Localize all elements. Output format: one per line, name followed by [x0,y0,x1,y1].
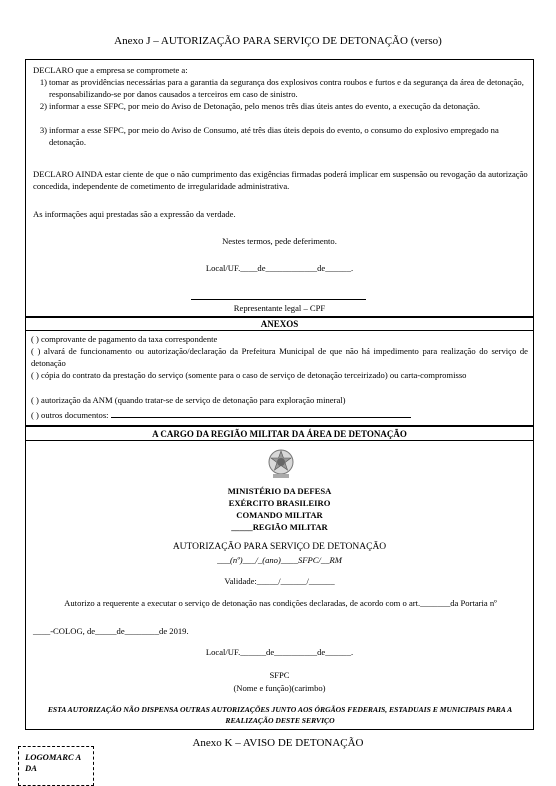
declaration-intro: DECLARO que a empresa se compromete a: [33,65,188,75]
declaration-item [33,76,526,100]
truth-statement: As informações aqui prestadas são a expressão da verdade. [33,209,236,219]
next-annex-title: Anexo K – AVISO DE DETONAÇÃO [192,737,364,749]
annex-checkbox-item[interactable] [31,408,528,421]
annexes-section [25,330,534,426]
annexes-heading: ANEXOS [25,317,534,331]
declaration-item [33,124,526,148]
org-line: MINISTÉRIO DA DEFESA [227,486,332,496]
declaro-ainda-text: DECLARO AINDA estar ciente de que o não cumprimento das exigências firmadas poderá implicar em suspensão ou revogação da autorização concedida, independente de cometimento de irregularidade administrativa. [33,169,528,191]
declaration-item [33,100,526,112]
local-date-line: Local/UF.____de____________de______. [205,263,354,273]
signature-label: Representante legal – CPF [233,303,326,313]
coat-of-arms-icon [267,447,295,481]
org-line: COMANDO MILITAR [236,510,323,520]
annex-checkbox-item[interactable]: ( ) cópia do contrato da prestação do serviço (somente para o caso de serviço de detonação terceirizado) ou carta-compromisso [31,370,467,380]
annex-checkbox-item[interactable]: ( ) alvará de funcionamento ou autorização/declaração da Prefeitura Municipal de que não há impedimento para realização do serviço de detonação [31,346,528,368]
item-text: tomar as providências necessárias para a garantia da segurança dos explosivos contra roubos e furtos e da segurança da área de detonação, responsabilizando-se por danos causados a terceiros em caso de sinistro. [49,77,524,99]
item-number: 1) [39,77,47,87]
logo-placeholder: LOGOMARC A DA [18,746,94,786]
item-number: 2) [39,101,47,111]
authorization-number: ___(nº)___/_(ano)____SFPC/__RM [217,555,342,565]
footnote-warning: ESTA AUTORIZAÇÃO NÃO DISPENSA OUTRAS AUTORIZAÇÕES JUNTO AOS ÓRGÃOS FEDERAIS, ESTADUAIS E MUNICIPAIS PARA A REALIZAÇÃO DESTE SERVIÇO [47,705,513,725]
sfpc-subtitle: (Nome e função)(carimbo) [233,683,326,693]
authorize-text: Autorizo a requerente a executar o serviço de detonação nas condições declaradas, de acordo com o art._______da Portaria nº [64,598,497,608]
rm-local-date-line: Local/UF.______de__________de______. [205,647,354,657]
other-documents-field[interactable] [111,408,411,418]
annex-other-label: ( ) outros documentos: [31,410,109,420]
sfpc-label: SFPC [269,670,290,680]
item-text: informar a esse SFPC, por meio do Aviso de Consumo, até três dias úteis depois do evento, o consumo do explosivo empregado na detonação. [49,125,499,147]
declaration-section [25,59,534,317]
page-title: Anexo J – AUTORIZAÇÃO PARA SERVIÇO DE DETONAÇÃO (verso) [114,35,442,47]
authorization-title: AUTORIZAÇÃO PARA SERVIÇO DE DETONAÇÃO [172,542,387,552]
request-text: Nestes termos, pede deferimento. [222,236,337,246]
item-number: 3) [39,125,47,135]
validity-line: Validade:_____/______/______ [224,576,335,586]
annex-checkbox-item[interactable]: ( ) autorização da ANM (quando tratar-se de serviço de detonação para exploração mineral) [31,395,346,405]
annex-checkbox-item[interactable]: ( ) comprovante de pagamento da taxa correspondente [31,334,218,344]
org-line: EXÉRCITO BRASILEIRO [228,498,331,508]
org-line: _____REGIÃO MILITAR [231,522,328,532]
item-text: informar a esse SFPC, por meio do Aviso de Detonação, pelo menos três dias úteis antes do evento, a execução da detonação. [49,101,481,111]
colog-line: ____-COLOG, de_____de________de 2019. [33,626,189,636]
military-section [25,440,534,730]
signature-line [191,299,366,300]
military-region-heading: A CARGO DA REGIÃO MILITAR DA ÁREA DE DETONAÇÃO [25,426,534,441]
